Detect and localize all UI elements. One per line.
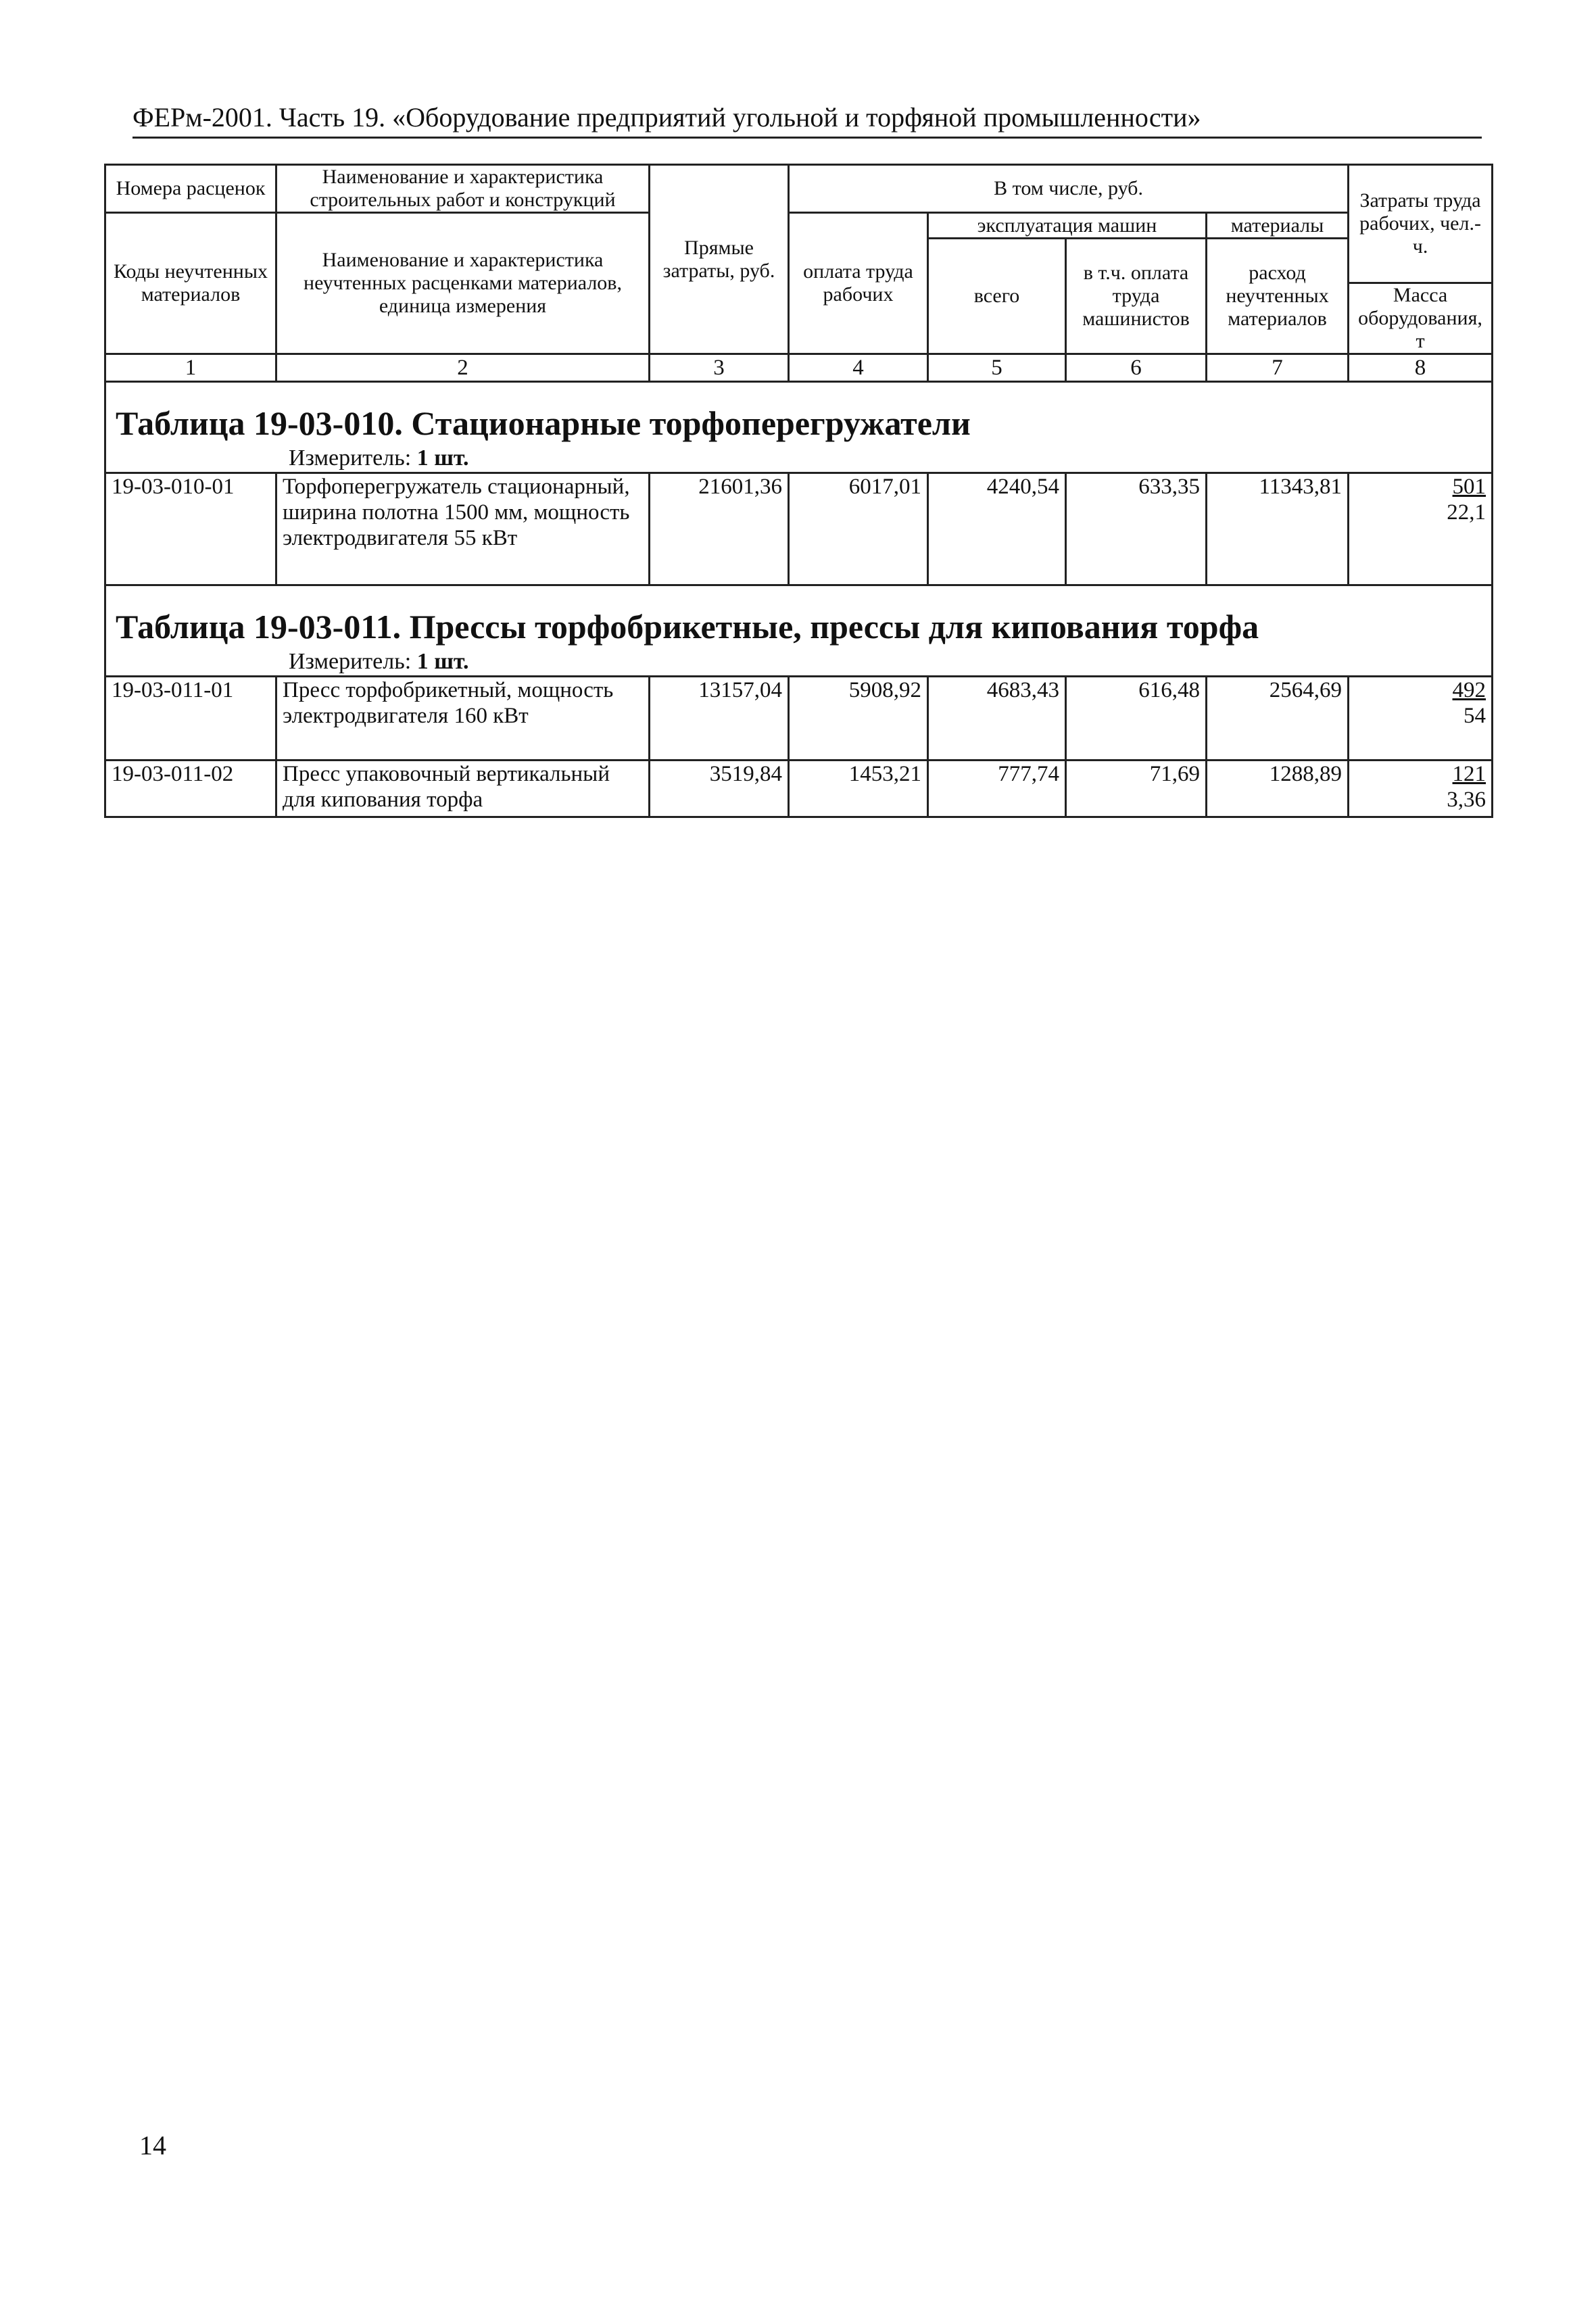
materials-cost: 2564,69 (1207, 677, 1349, 761)
measure-label: Измеритель: (289, 445, 412, 471)
labor-hours: 121 (1452, 762, 1486, 786)
materials-cost: 11343,81 (1207, 473, 1349, 585)
direct-costs: 21601,36 (650, 473, 789, 585)
head-unaccounted-materials: расход неучтенных материалов (1207, 239, 1349, 354)
direct-costs: 13157,04 (650, 677, 789, 761)
head-direct-costs: Прямые затраты, руб. (650, 165, 789, 354)
page-header: ФЕРм-2001. Часть 19. «Оборудование предприятий угольной и торфяной промышленности» (132, 100, 1482, 139)
head-work-name: Наименование и характеристика строительных работ и конструкций (276, 165, 650, 213)
rate-code: 19-03-011-02 (105, 761, 276, 817)
head-rate-numbers: Номера расценок (105, 165, 276, 213)
machines-total: 777,74 (928, 761, 1066, 817)
price-table (104, 164, 1493, 818)
labor-mass-cell (1349, 473, 1493, 585)
col-num: 6 (1066, 354, 1207, 382)
rate-code: 19-03-010-01 (105, 473, 276, 585)
labor-mass-cell (1349, 677, 1493, 761)
machinist-pay: 616,48 (1066, 677, 1207, 761)
labor-hours: 492 (1452, 678, 1486, 702)
rate-name: Пресс торфобрикетный, мощность электродвигателя 160 кВт (276, 677, 650, 761)
col-num: 4 (789, 354, 928, 382)
section-title: Таблица 19-03-011. Прессы торфобрикетные, прессы для кипования торфа (105, 585, 1493, 649)
labor-pay: 6017,01 (789, 473, 928, 585)
machinist-pay: 71,69 (1066, 761, 1207, 817)
section-title: Таблица 19-03-010. Стационарные торфоперегружатели (105, 382, 1493, 445)
rate-name: Пресс упаковочный вертикальный для кипования торфа (276, 761, 650, 817)
measure-value: 1 шт. (416, 649, 469, 674)
labor-pay: 1453,21 (789, 761, 928, 817)
equipment-mass: 54 (1464, 704, 1486, 728)
machinist-pay: 633,35 (1066, 473, 1207, 585)
page-number: 14 (139, 2130, 166, 2161)
table-row (105, 761, 1493, 817)
col-num: 3 (650, 354, 789, 382)
col-num: 7 (1207, 354, 1349, 382)
head-labor-pay: оплата труда рабочих (789, 213, 928, 354)
labor-hours: 501 (1452, 475, 1486, 499)
head-labor-hours: Затраты труда рабочих, чел.-ч. (1349, 165, 1493, 283)
table-row (105, 677, 1493, 761)
col-num: 8 (1349, 354, 1493, 382)
head-machines: эксплуатация машин (928, 213, 1207, 239)
section-measure (105, 648, 1493, 677)
head-equipment-mass: Масса оборудования, т (1349, 283, 1493, 354)
measure-label: Измеритель: (289, 649, 412, 674)
direct-costs: 3519,84 (650, 761, 789, 817)
labor-pay: 5908,92 (789, 677, 928, 761)
col-num: 5 (928, 354, 1066, 382)
head-machines-total: всего (928, 239, 1066, 354)
equipment-mass: 3,36 (1447, 788, 1486, 812)
rate-code: 19-03-011-01 (105, 677, 276, 761)
equipment-mass: 22,1 (1447, 500, 1486, 525)
labor-mass-cell (1349, 761, 1493, 817)
materials-cost: 1288,89 (1207, 761, 1349, 817)
col-num: 1 (105, 354, 276, 382)
head-materials: материалы (1207, 213, 1349, 239)
head-material-codes: Коды неучтенных материалов (105, 213, 276, 354)
col-num: 2 (276, 354, 650, 382)
measure-value: 1 шт. (416, 445, 469, 471)
machines-total: 4683,43 (928, 677, 1066, 761)
table-row (105, 473, 1493, 585)
machines-total: 4240,54 (928, 473, 1066, 585)
rate-name: Торфоперегружатель стационарный, ширина полотна 1500 мм, мощность электродвигателя 55 кВт (276, 473, 650, 585)
section-measure (105, 445, 1493, 473)
column-numbers-row (105, 354, 1493, 382)
head-machinist-pay: в т.ч. оплата труда машинистов (1066, 239, 1207, 354)
head-material-name: Наименование и характеристика неучтенных расценками материалов, единица измерения (276, 213, 650, 354)
head-including: В том числе, руб. (789, 165, 1349, 213)
